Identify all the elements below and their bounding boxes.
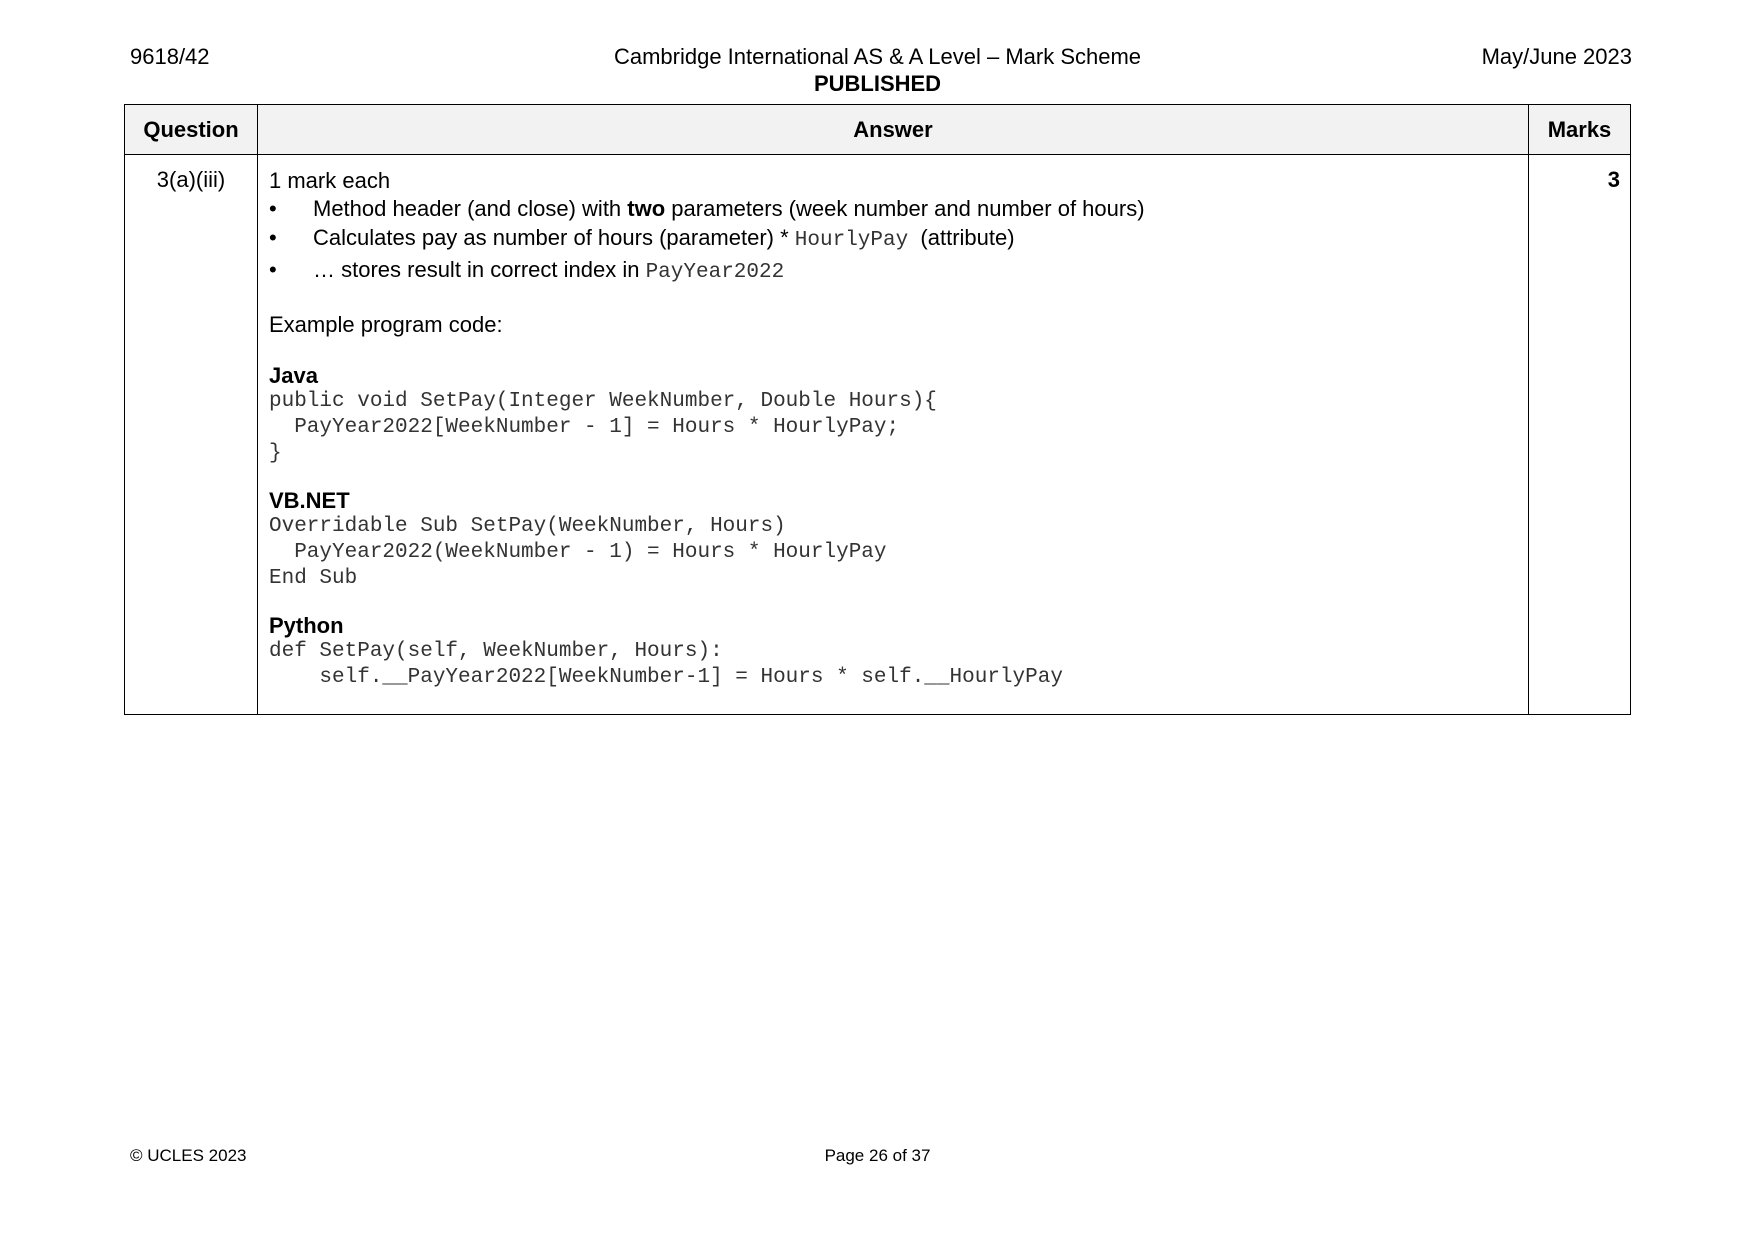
criterion-1-text-end: parameters (week number and number of hours) [665,196,1145,221]
criterion-3-text: … stores result in correct index in [313,257,646,282]
python-code-block: def SetPay(self, WeekNumber, Hours): self.__PayYear2022[WeekNumber-1] = Hours * self.__HourlyPay [269,640,1063,689]
answer-column-header: Answer [258,105,1529,155]
criterion-1 [269,194,1518,223]
table-row [125,155,1631,715]
marking-criteria-list [269,194,1518,287]
answer-cell [258,155,1529,715]
question-number: 3(a)(iii) [125,155,258,715]
mark-scheme-table [124,104,1631,715]
question-column-header: Question [125,105,258,155]
copyright-notice: © UCLES 2023 [130,1146,247,1165]
java-heading: Java [269,363,318,388]
vbnet-code-block: Overridable Sub SetPay(WeekNumber, Hours) PayYear2022(WeekNumber - 1) = Hours * HourlyPay End Sub [269,515,887,590]
criterion-1-emphasis: two [627,196,666,221]
document-subtitle: PUBLISHED [813,71,942,96]
table-header-row [125,105,1631,155]
java-code-block: public void SetPay(Integer WeekNumber, Double Hours){ PayYear2022[WeekNumber - 1] = Hours * HourlyPay; } [269,390,937,465]
criterion-1-text: Method header (and close) with [313,196,628,221]
criterion-2-text: Calculates pay as number of hours (parameter) * [313,225,795,250]
example-label: Example program code: [269,312,503,337]
python-heading: Python [269,613,344,638]
page-number: Page 26 of 37 [824,1146,931,1165]
marks-value: 3 [1529,155,1631,715]
criterion-2-code: HourlyPay [794,229,909,252]
marks-column-header: Marks [1529,105,1631,155]
vbnet-heading: VB.NET [269,488,350,513]
paper-code: 9618/42 [130,44,210,69]
criterion-2 [269,223,1518,255]
marking-intro: 1 mark each [269,168,391,193]
criterion-3-code: PayYear2022 [645,261,785,284]
exam-session: May/June 2023 [1481,44,1632,69]
document-title: Cambridge International AS & A Level – Mark Scheme [613,44,1142,69]
criterion-3 [269,255,1518,287]
criterion-2-text-end: (attribute) [908,225,1015,250]
